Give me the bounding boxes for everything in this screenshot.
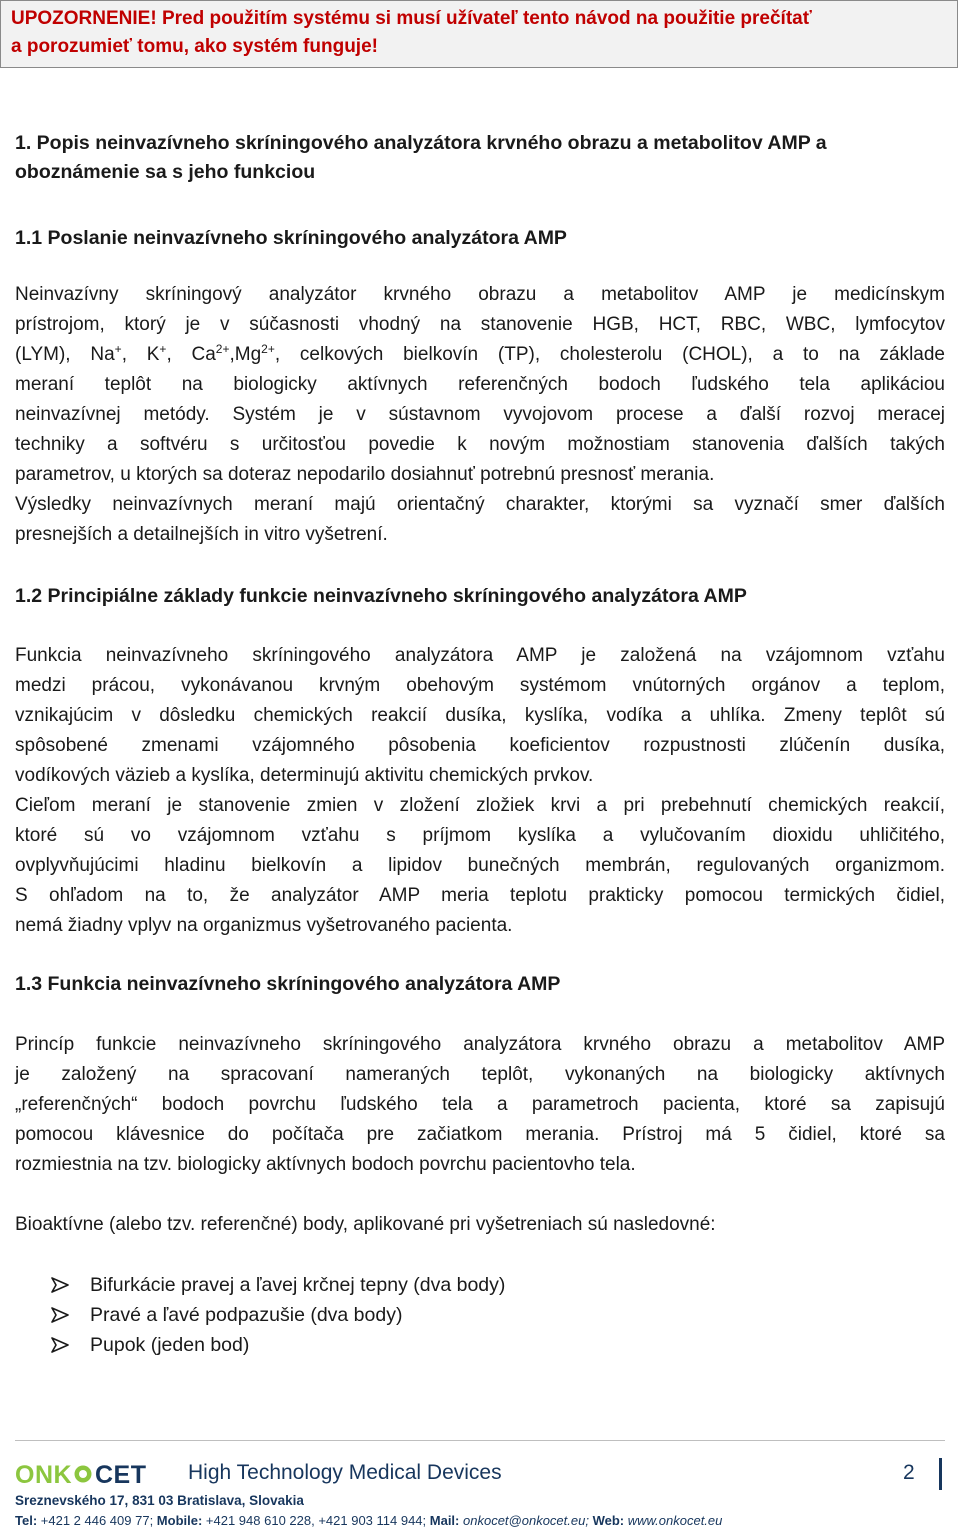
section-1-2-heading: 1.2 Principiálne základy funkcie neinvazívneho skríningového analyzátora AMP [15,585,747,607]
list-item-text: Pravé a ľavé podpazušie (dva body) [90,1304,403,1326]
text-line: vodíkových väzieb a kyslíka, determinujú aktivitu chemických prvkov. [15,765,594,786]
text-line: pomocou klávesnice do počítača pre začiatkom merania. Prístroj má 5 čidiel, ktoré sa [15,1124,945,1145]
tel-label: Tel: [15,1513,38,1528]
text-line: vznikajúcim v dôsledku chemických reakcií dusíka, kyslíka, vodíka a uhlíka. Zmeny teplôt sú [15,705,945,726]
web-label: Web: [592,1513,625,1528]
arrowhead-bullet-icon [50,1337,70,1353]
text-line: ktoré sú vo vzájomnom vzťahu s príjmom kyslíka a vylučovaním dioxidu uhličitého, [15,825,945,846]
list-item-text: Pupok (jeden bod) [90,1334,250,1356]
warning-line-2: a porozumieť tomu, ako systém funguje! [11,36,378,57]
superscript: + [159,342,167,356]
bioactive-points-list [50,1270,505,1360]
text-line: je založený na spracovaní nameraných teplôt, vykonaných na biologicky aktívnych [15,1064,945,1085]
onkocet-logo [15,1461,160,1487]
section-1-heading-line-2: oboznámenie sa s jeho funkciou [15,161,316,183]
tel-value: +421 2 446 409 77; [37,1513,157,1528]
text-line: spôsobené zmenami vzájomného pôsobenia koeficientov rozpustnosti zlúčenín dusíka, [15,735,945,756]
web-link[interactable]: www.onkocet.eu [624,1513,723,1528]
text-line: S ohľadom na to, že analyzátor AMP meria teplotu prakticky pomocou termických čidiel, [15,885,945,906]
page-number: 2 [903,1461,915,1484]
text-line-ions [15,340,945,370]
list-item-text: Bifurkácie pravej a ľavej krčnej tepny (dva body) [90,1274,506,1296]
text-line: techniky a softvéru s určitosťou povedie k novým možnostiam stanovenia ďalších takých [15,434,945,455]
svg-text:ONK: ONK [15,1461,73,1487]
text-line: meraní teplôt na biologicky aktívnych referenčných bodoch ľudského tela aplikáciou [15,374,945,395]
arrowhead-bullet-icon [50,1307,70,1323]
text-line: presnejších a detailnejších in vitro vyšetrení. [15,524,388,545]
text-line: Princíp funkcie neinvazívneho skríningového analyzátora krvného obrazu a metabolitov AMP [15,1034,945,1055]
text-line: medzi prácou, vykonávanou krvným obehovým systémom vnútorných orgánov a teplom, [15,675,945,696]
text-line: Výsledky neinvazívnych meraní majú orientačný charakter, ktorými sa vyznačí smer ďalších [15,494,945,515]
superscript: + [114,342,122,356]
text-line: Bioaktívne (alebo tzv. referenčné) body, aplikované pri vyšetreniach sú nasledovné: [15,1214,716,1235]
mail-label: Mail: [429,1513,460,1528]
warning-line-1: UPOZORNENIE! Pred použitím systému si musí užívateľ tento návod na použitie prečítať [11,8,812,29]
text-line: parametrov, u ktorých sa doteraz nepodarilo dosiahnuť potrebnú presnosť merania. [15,464,715,485]
page-number-bar [939,1458,942,1490]
text-line: Neinvazívny skríningový analyzátor krvného obrazu a metabolitov AMP je medicínskym [15,284,945,305]
section-1-1-paragraph [15,280,945,550]
warning-box [0,0,958,68]
mobile-value: +421 948 610 228, +421 903 114 944; [202,1513,430,1528]
section-1-heading-line-1: 1. Popis neinvazívneho skríningového analyzátora krvného obrazu a metabolitov AMP a [15,132,827,154]
mobile-label: Mobile: [156,1513,203,1528]
superscript: 2+ [215,342,230,356]
arrowhead-bullet-icon [50,1277,70,1293]
list-item [50,1300,505,1330]
section-1-3-paragraph [15,1030,945,1180]
section-1-1-heading: 1.1 Poslanie neinvazívneho skríningového analyzátora AMP [15,227,567,249]
svg-text:CET: CET [95,1461,147,1487]
section-1-3-heading: 1.3 Funkcia neinvazívneho skríningového analyzátora AMP [15,973,561,995]
list-item [50,1270,505,1300]
superscript: 2+ [261,342,275,356]
text-line: rozmiestnia na tzv. biologicky aktívnych bodoch povrchu pacientovho tela. [15,1154,636,1175]
list-item [50,1330,505,1360]
section-1-2-paragraph [15,641,945,941]
text-line: prístrojom, ktorý je v súčasnosti vhodný na stanovenie HGB, HCT, RBC, WBC, lymfocytov [15,314,945,335]
text-line: neinvazívnej metódy. Systém je v sústavnom vyvojovom procese a ďalší rozvoj meracej [15,404,945,425]
footer-title: High Technology Medical Devices [188,1461,502,1484]
text-line: Cieľom meraní je stanovenie zmien v zložení zložiek krvi a pri prebehnutí chemických reakcií, [15,795,945,816]
text-line: Funkcia neinvazívneho skríningového analyzátora AMP je založená na vzájomnom vzťahu [15,645,945,666]
text-run: , K [121,344,160,365]
text-run: ,Mg [229,344,262,365]
section-1-heading [15,129,945,187]
text-run: , Ca [166,344,216,365]
footer-divider [15,1440,945,1441]
footer-contact [15,1512,722,1530]
footer-address: Sreznevského 17, 831 03 Bratislava, Slovakia [15,1493,304,1508]
bioactive-points-intro [15,1210,945,1240]
text-run: , celkových bielkovín (TP), cholesterolu (CHOL), a to na základe [274,344,945,365]
text-line: „referenčných“ bodoch povrchu ľudského tela a parametroch pacienta, ktoré sa zapisujú [15,1094,945,1115]
mail-link[interactable]: onkocet@onkocet.eu; [459,1513,593,1528]
text-line: nemá žiadny vplyv na organizmus vyšetrovaného pacienta. [15,915,513,936]
text-run: (LYM), Na [15,344,115,365]
text-line: ovplyvňujúcimi hladinu bielkovín a lipidov bunečných membrán, regulovaných organizmom. [15,855,945,876]
